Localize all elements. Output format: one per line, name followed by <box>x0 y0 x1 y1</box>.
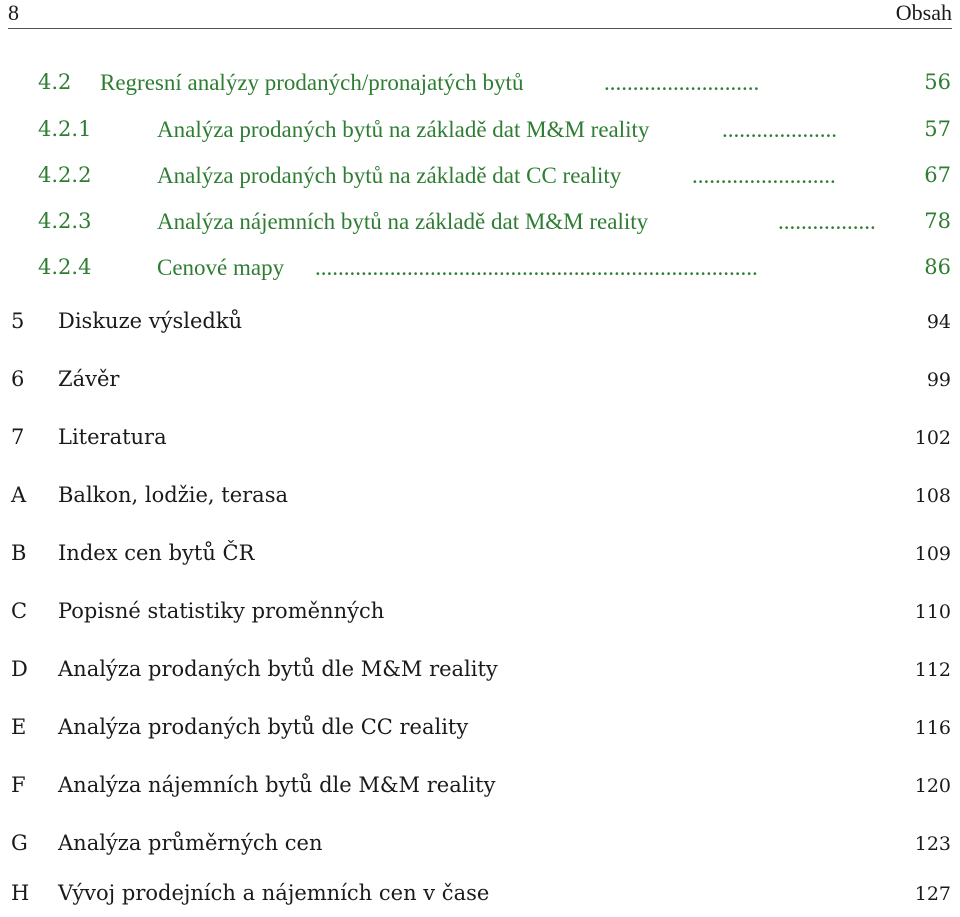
page-number: 8 <box>8 0 19 25</box>
toc-entry-page: 56 <box>924 70 951 94</box>
toc-chapter-number: G <box>11 831 28 855</box>
toc-chapter-number: 7 <box>11 425 25 449</box>
toc-entry-title: Regresní analýzy prodaných/pronajatých bytů <box>100 70 524 95</box>
toc-chapter-page: 112 <box>914 659 951 681</box>
toc-chapter-title: Analýza prodaných bytů dle CC reality <box>58 715 469 739</box>
toc-chapter-number: A <box>11 483 27 507</box>
toc-entry-number: 4.2 <box>38 70 72 94</box>
toc-chapter-number: B <box>11 541 27 565</box>
toc-entry-page: 57 <box>924 117 951 141</box>
toc-chapter-5[interactable] <box>0 303 960 343</box>
toc-appendix-c[interactable] <box>0 593 960 633</box>
toc-chapter-page: 109 <box>914 543 951 565</box>
toc-chapter-page: 110 <box>914 601 951 623</box>
toc-chapter-title: Analýza průměrných cen <box>58 831 323 855</box>
toc-chapter-title: Popisné statistiky proměnných <box>58 599 385 623</box>
toc-appendix-h[interactable] <box>0 875 960 915</box>
toc-chapter-number: F <box>11 773 26 797</box>
toc-entry-page: 67 <box>924 163 951 187</box>
toc-entry-4-2-1[interactable] <box>0 113 960 153</box>
toc-appendix-g[interactable] <box>0 825 960 865</box>
toc-entry-title: Cenové mapy <box>157 255 285 280</box>
toc-entry-4-2[interactable] <box>0 66 960 106</box>
toc-entry-title: Analýza prodaných bytů na základě dat M&M reality <box>157 117 650 142</box>
toc-appendix-d[interactable] <box>0 651 960 691</box>
toc-entry-4-2-2[interactable] <box>0 159 960 199</box>
toc-chapter-number: C <box>11 599 28 623</box>
toc-entry-title: Analýza nájemních bytů na základě dat M&M reality <box>157 209 649 234</box>
toc-chapter-page: 108 <box>914 485 951 507</box>
toc-entry-number: 4.2.3 <box>38 209 92 233</box>
toc-appendix-f[interactable] <box>0 767 960 807</box>
toc-chapter-page: 127 <box>914 883 951 905</box>
toc-dot-leader: ........................... <box>604 70 760 95</box>
toc-entry-4-2-3[interactable] <box>0 205 960 245</box>
toc-appendix-e[interactable] <box>0 709 960 749</box>
toc-entry-page: 78 <box>924 209 951 233</box>
toc-entry-number: 4.2.1 <box>38 117 92 141</box>
toc-chapter-page: 99 <box>926 369 951 391</box>
toc-chapter-6[interactable] <box>0 361 960 401</box>
page-header <box>8 0 952 29</box>
toc-chapter-number: 5 <box>11 309 25 333</box>
toc-chapter-number: D <box>11 657 28 681</box>
toc-chapter-page: 116 <box>914 717 951 739</box>
toc-dot-leader: .................... <box>722 117 837 142</box>
toc-entry-page: 86 <box>924 255 951 279</box>
toc-chapter-title: Literatura <box>58 425 167 449</box>
toc-chapter-number: E <box>11 715 27 739</box>
toc-chapter-title: Analýza prodaných bytů dle M&M reality <box>58 657 498 681</box>
toc-chapter-number: H <box>11 881 30 905</box>
toc-chapter-page: 120 <box>914 775 951 797</box>
header-section-title: Obsah <box>895 0 952 25</box>
toc-chapter-title: Vývoj prodejních a nájemních cen v čase <box>58 881 490 905</box>
toc-dot-leader: ............................................................................. <box>315 255 758 280</box>
toc-appendix-a[interactable] <box>0 477 960 517</box>
toc-chapter-title: Index cen bytů ČR <box>58 541 255 565</box>
toc-appendix-b[interactable] <box>0 535 960 575</box>
toc-entry-4-2-4[interactable] <box>0 251 960 291</box>
toc-chapter-page: 94 <box>926 311 951 333</box>
toc-chapter-title: Závěr <box>58 367 120 391</box>
toc-chapter-number: 6 <box>11 367 25 391</box>
toc-chapter-title: Diskuze výsledků <box>58 309 243 333</box>
toc-dot-leader: ......................... <box>692 163 836 188</box>
toc-chapter-title: Analýza nájemních bytů dle M&M reality <box>58 773 496 797</box>
toc-chapter-page: 123 <box>914 833 951 855</box>
toc-entry-number: 4.2.4 <box>38 255 92 279</box>
toc-chapter-title: Balkon, lodžie, terasa <box>58 483 288 507</box>
toc-entry-title: Analýza prodaných bytů na základě dat CC reality <box>157 163 622 188</box>
toc-chapter-page: 102 <box>914 427 951 449</box>
toc-entry-number: 4.2.2 <box>38 163 92 187</box>
toc-dot-leader: ................. <box>778 209 876 234</box>
toc-chapter-7[interactable] <box>0 419 960 459</box>
